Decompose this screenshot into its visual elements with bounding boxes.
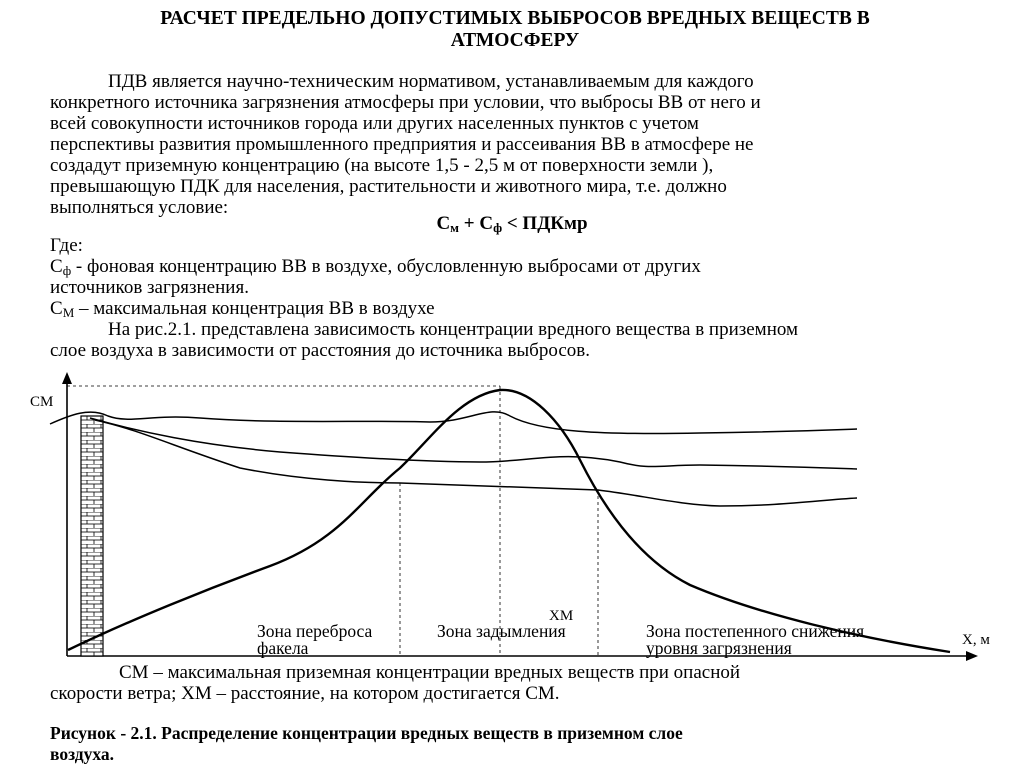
intro-line-4: перспективы развития промышленного предприятия и рассеивания ВВ в атмосфере не [50,134,754,155]
caption-line-2: воздуха. [50,744,115,764]
zone-label-plume-transfer: Зона переброса факела [257,621,373,658]
zone-label-smoke: Зона задымления [437,621,566,641]
caption-line-1: Рисунок - 2.1. Распределение концентрации вредных веществ в приземном слое [50,723,683,743]
intro-line-7: выполняться условие: [50,197,229,218]
intro-line-1: ПДВ является научно-техническим нормативом, устанавливаемым для каждого [108,71,754,92]
intro-line-5: создадут приземную концентрацию (на высоте 1,5 - 2,5 м от поверхности земли ), [50,155,714,176]
legend-line-1: СМ – максимальная приземная концентрации вредных веществ при опасной [119,662,741,683]
definition-cf-line2: источников загрязнения. [50,277,249,298]
figure-intro-line-2: слое воздуха в зависимости от расстояния до источника выбросов. [50,340,590,361]
where-label: Где: [50,235,83,256]
zone-label-decrease: Зона постепенного снижения уровня загрязнения [646,621,865,658]
xm-label: ХМ [549,608,574,624]
smoke-stack [81,416,103,656]
plume-middle-curve [90,418,857,469]
y-axis-arrow [62,372,72,384]
x-axis-arrow [966,651,978,661]
x-axis-label: Х, м [962,632,990,648]
figure-caption [50,723,980,765]
title-line-1: РАСЧЕТ ПРЕДЕЛЬНО ДОПУСТИМЫХ ВЫБРОСОВ ВРЕДНЫХ ВЕЩЕСТВ В [160,8,870,29]
intro-line-2: конкретного источника загрязнения атмосферы при условии, что выбросы ВВ от него и [50,92,761,113]
intro-line-3: всей совокупности источников города или других населенных пунктов с учетом [50,113,699,134]
figure-intro-line-1: На рис.2.1. представлена зависимость концентрации вредного вещества в приземном [108,319,799,340]
intro-line-6: превышающую ПДК для населения, растительности и животного мира, т.е. должно [50,176,727,197]
definition-cm: СМ – максимальная концентрация ВВ в воздухе [50,298,435,320]
concentration-curve [68,390,950,652]
formula: См + Сф < ПДКмр [436,213,588,235]
legend-line-2: скорости ветра; ХМ – расстояние, на котором достигается СМ. [50,683,560,704]
title-line-2: АТМОСФЕРУ [450,30,580,51]
definition-cf: Сф - фоновая концентрацию ВВ в воздухе, обусловленную выбросами от других [50,256,701,278]
y-axis-label: СМ [30,394,54,410]
